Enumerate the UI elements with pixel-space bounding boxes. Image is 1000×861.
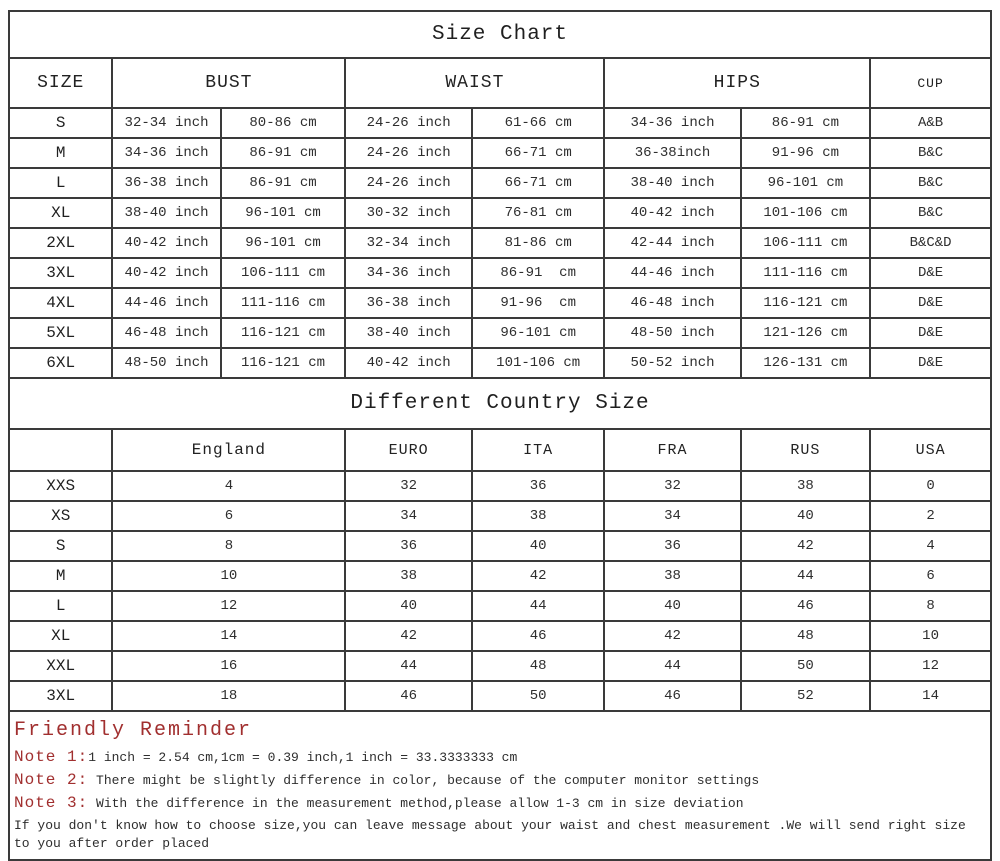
- table-cell: 46: [473, 622, 603, 650]
- table-cell: 86-91 cm: [222, 139, 345, 167]
- table-cell: 46: [742, 592, 870, 620]
- table-cell: 40: [346, 592, 471, 620]
- table-cell: 91-96 cm: [473, 289, 603, 317]
- table-cell: 101-106 cm: [473, 349, 603, 377]
- table-cell: 14: [871, 682, 990, 710]
- note-3: [14, 792, 984, 815]
- table-cell: 32-34 inch: [113, 109, 219, 137]
- table-cell: D&E: [871, 289, 990, 317]
- table-cell: 38-40 inch: [605, 169, 739, 197]
- note-3-label: Note 3:: [14, 794, 89, 812]
- table-cell: 38: [473, 502, 603, 530]
- table-cell: 32: [346, 472, 471, 500]
- table-cell: 38: [605, 562, 739, 590]
- row-size-label: L: [10, 169, 111, 197]
- table-cell: 40-42 inch: [605, 199, 739, 227]
- table-cell: D&E: [871, 259, 990, 287]
- table-cell: 36-38 inch: [346, 289, 471, 317]
- table-cell: 48-50 inch: [113, 349, 219, 377]
- table-cell: 6: [113, 502, 344, 530]
- column-header-waist: WAIST: [346, 59, 603, 107]
- note-2-label: Note 2:: [14, 771, 89, 789]
- note-1-label: Note 1:: [14, 748, 89, 766]
- table-cell: B&C: [871, 139, 990, 167]
- table-cell: 106-111 cm: [742, 229, 870, 257]
- page-title: Size Chart: [431, 23, 569, 46]
- table-cell: 10: [871, 622, 990, 650]
- table-cell: 34-36 inch: [605, 109, 739, 137]
- row-size-label: 3XL: [10, 259, 111, 287]
- table-cell: 42-44 inch: [605, 229, 739, 257]
- table-cell: 48: [742, 622, 870, 650]
- table-cell: 76-81 cm: [473, 199, 603, 227]
- size-chart-table: [10, 57, 990, 379]
- table-cell: 66-71 cm: [473, 139, 603, 167]
- note-1-text: 1 inch = 2.54 cm,1cm = 0.39 inch,1 inch = 33.3333333 cm: [88, 750, 518, 765]
- row-size-label: XL: [10, 622, 111, 650]
- table-cell: 116-121 cm: [742, 289, 870, 317]
- table-cell: 8: [113, 532, 344, 560]
- row-size-label: XXL: [10, 652, 111, 680]
- table-cell: 48: [473, 652, 603, 680]
- table-cell: 12: [113, 592, 344, 620]
- table-cell: 38: [742, 472, 870, 500]
- table-cell: 40: [473, 532, 603, 560]
- table-cell: 44: [605, 652, 739, 680]
- table-cell: 4: [113, 472, 344, 500]
- table-cell: 32: [605, 472, 739, 500]
- column-header-euro: EURO: [346, 430, 471, 470]
- table-cell: 36-38inch: [605, 139, 739, 167]
- note-2: [14, 769, 984, 792]
- table-cell: 34-36 inch: [113, 139, 219, 167]
- table-cell: 80-86 cm: [222, 109, 345, 137]
- table-cell: 36-38 inch: [113, 169, 219, 197]
- table-cell: 106-111 cm: [222, 259, 345, 287]
- table-cell: 38: [346, 562, 471, 590]
- table-cell: 46-48 inch: [113, 319, 219, 347]
- table-cell: 96-101 cm: [473, 319, 603, 347]
- table-cell: 36: [346, 532, 471, 560]
- table-cell: 34-36 inch: [346, 259, 471, 287]
- table-cell: 24-26 inch: [346, 169, 471, 197]
- table-cell: 34: [605, 502, 739, 530]
- table-cell: 91-96 cm: [742, 139, 870, 167]
- table-cell: 44: [346, 652, 471, 680]
- country-size-title: Different Country Size: [350, 392, 650, 415]
- table-cell: 81-86 cm: [473, 229, 603, 257]
- table-cell: 126-131 cm: [742, 349, 870, 377]
- note-3-text: With the difference in the measurement method,please allow 1-3 cm in size deviation: [88, 796, 744, 811]
- row-size-label: 4XL: [10, 289, 111, 317]
- table-cell: 86-91 cm: [742, 109, 870, 137]
- column-header-blank: [10, 430, 111, 470]
- column-header-fra: FRA: [605, 430, 739, 470]
- friendly-reminder-heading: Friendly Reminder: [14, 719, 253, 742]
- row-size-label: S: [10, 109, 111, 137]
- table-cell: 42: [346, 622, 471, 650]
- table-cell: 24-26 inch: [346, 139, 471, 167]
- table-cell: 50: [473, 682, 603, 710]
- table-cell: 6: [871, 562, 990, 590]
- table-cell: 14: [113, 622, 344, 650]
- row-size-label: S: [10, 532, 111, 560]
- table-cell: 50: [742, 652, 870, 680]
- table-cell: 36: [473, 472, 603, 500]
- note-footer: If you don't know how to choose size,you can leave message about your waist and chest measurement .We will send right size to you after order placed: [14, 818, 966, 851]
- table-cell: 34: [346, 502, 471, 530]
- table-cell: 46: [346, 682, 471, 710]
- table-cell: 40-42 inch: [113, 229, 219, 257]
- notes-section: [10, 712, 990, 859]
- row-size-label: 3XL: [10, 682, 111, 710]
- row-size-label: XXS: [10, 472, 111, 500]
- table-cell: 40-42 inch: [346, 349, 471, 377]
- table-cell: 40: [605, 592, 739, 620]
- table-cell: 10: [113, 562, 344, 590]
- table-cell: 36: [605, 532, 739, 560]
- table-cell: 40-42 inch: [113, 259, 219, 287]
- table-cell: 96-101 cm: [222, 199, 345, 227]
- table-cell: 50-52 inch: [605, 349, 739, 377]
- column-header-ita: ITA: [473, 430, 603, 470]
- table-cell: 42: [473, 562, 603, 590]
- table-cell: 61-66 cm: [473, 109, 603, 137]
- country-size-table: [10, 428, 990, 712]
- row-size-label: 6XL: [10, 349, 111, 377]
- table-cell: 0: [871, 472, 990, 500]
- table-cell: 116-121 cm: [222, 349, 345, 377]
- table-cell: 46: [605, 682, 739, 710]
- table-cell: 44: [473, 592, 603, 620]
- table-cell: 2: [871, 502, 990, 530]
- column-header-cup: CUP: [871, 59, 990, 107]
- row-size-label: 2XL: [10, 229, 111, 257]
- note-2-text: There might be slightly difference in color, because of the computer monitor settings: [88, 773, 760, 788]
- table-cell: 42: [742, 532, 870, 560]
- table-cell: A&B: [871, 109, 990, 137]
- table-cell: 16: [113, 652, 344, 680]
- column-header-usa: USA: [871, 430, 990, 470]
- table-cell: 8: [871, 592, 990, 620]
- table-cell: 38-40 inch: [346, 319, 471, 347]
- table-cell: 32-34 inch: [346, 229, 471, 257]
- row-size-label: 5XL: [10, 319, 111, 347]
- table-cell: B&C&D: [871, 229, 990, 257]
- table-cell: 111-116 cm: [222, 289, 345, 317]
- table-cell: 38-40 inch: [113, 199, 219, 227]
- table-cell: 96-101 cm: [742, 169, 870, 197]
- column-header-hips: HIPS: [605, 59, 869, 107]
- column-header-bust: BUST: [113, 59, 344, 107]
- table-cell: 66-71 cm: [473, 169, 603, 197]
- row-size-label: XL: [10, 199, 111, 227]
- table-cell: 116-121 cm: [222, 319, 345, 347]
- table-cell: 96-101 cm: [222, 229, 345, 257]
- table-cell: 42: [605, 622, 739, 650]
- row-size-label: L: [10, 592, 111, 620]
- table-cell: 12: [871, 652, 990, 680]
- table-cell: D&E: [871, 349, 990, 377]
- table-cell: 44-46 inch: [113, 289, 219, 317]
- column-header-size: SIZE: [10, 59, 111, 107]
- row-size-label: M: [10, 139, 111, 167]
- table-cell: 30-32 inch: [346, 199, 471, 227]
- table-cell: 4: [871, 532, 990, 560]
- table-cell: 44: [742, 562, 870, 590]
- row-size-label: M: [10, 562, 111, 590]
- table-cell: 44-46 inch: [605, 259, 739, 287]
- table-cell: 111-116 cm: [742, 259, 870, 287]
- table-cell: B&C: [871, 169, 990, 197]
- table-cell: 18: [113, 682, 344, 710]
- table-cell: 86-91 cm: [222, 169, 345, 197]
- column-header-rus: RUS: [742, 430, 870, 470]
- table-cell: 46-48 inch: [605, 289, 739, 317]
- table-cell: D&E: [871, 319, 990, 347]
- table-cell: 101-106 cm: [742, 199, 870, 227]
- table-cell: 48-50 inch: [605, 319, 739, 347]
- row-size-label: XS: [10, 502, 111, 530]
- table-cell: 24-26 inch: [346, 109, 471, 137]
- table-cell: 86-91 cm: [473, 259, 603, 287]
- column-header-england: England: [113, 430, 344, 470]
- size-chart-sheet: [8, 10, 992, 861]
- table-cell: 52: [742, 682, 870, 710]
- note-1: [14, 746, 984, 769]
- table-cell: 40: [742, 502, 870, 530]
- table-cell: 121-126 cm: [742, 319, 870, 347]
- table-cell: B&C: [871, 199, 990, 227]
